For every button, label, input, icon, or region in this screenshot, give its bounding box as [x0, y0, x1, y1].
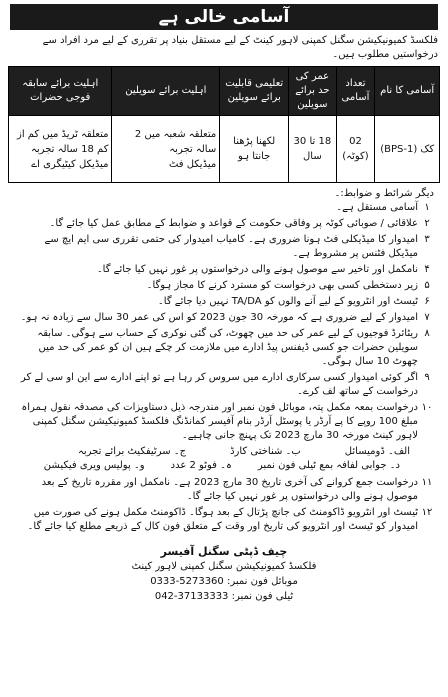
phone-line: [8, 589, 440, 604]
term-text: علاقائی / صوبائی کوٹہ پر وفاقی حکومت کے قواعد و ضوابط کے مطابق عمل کیا جائے گا۔: [49, 218, 418, 229]
unit-name: فلکسڈ کمیونیکیشن سگنل کمپنی لاہور کینٹ: [131, 561, 317, 572]
list-item: [14, 217, 436, 231]
mobile-line: [8, 574, 440, 589]
phone-label: ٹیلی فون نمبر:: [231, 591, 294, 602]
term-text: امیدوار کا میڈیکلی فٹ ہونا ضروری ہے۔ کامیاب امیدوار کی حتمی تقرری سی ایم ایچ سے میڈیکل فٹنس پر مشروط ہے۔: [44, 234, 418, 259]
header-post-name: آسامی کا نام: [375, 67, 440, 116]
list-item: [14, 476, 436, 504]
table-row: [9, 116, 440, 183]
term-number: ۸: [424, 328, 430, 339]
term-number: ۷: [424, 312, 430, 323]
civil-criteria-2: میڈیکل فٹ: [168, 158, 217, 170]
header-civil-criteria: اہلیت برائے سویلین: [112, 67, 220, 116]
list-item: [14, 233, 436, 261]
term-number: ۳: [424, 234, 430, 245]
list-item: [14, 311, 436, 325]
header-age: عمر کی حد برائے سویلین: [289, 67, 336, 116]
intro-text: فلکسڈ کمیونیکیشن سگنل کمپنی لاہور کینٹ کے لیے مستقل بنیاد پر تقرری کے لیے مرد افراد سے درخواستیں مطلوب ہیں۔: [42, 35, 438, 60]
table-header-row: [9, 67, 440, 116]
term-text: امیدوار کے لیے ضروری ہے کہ مورخہ 30 جون 2023 کو اس کی عمر 30 سال سے زیادہ نہ ہو۔: [20, 312, 418, 323]
documents-list-2: [8, 459, 440, 473]
term-number: ۱۲: [421, 507, 433, 518]
list-item: [14, 371, 436, 399]
document-envelope: د۔ جوابی لفافہ بمع ٹیلی فون نمبر: [257, 460, 400, 471]
phone-number: 042-37133333: [154, 591, 229, 602]
officer-title: چیف ڈپٹی سگنل آفیسر: [160, 545, 288, 558]
cell-exservice-criteria: [9, 116, 112, 183]
exservice-criteria-1: متعلقہ ٹریڈ میں کم از کم 18 سالہ تجربہ: [16, 128, 109, 155]
list-item: [14, 279, 436, 293]
list-item: [14, 327, 436, 369]
posts-table: [8, 66, 440, 183]
term-number: ۱۰: [421, 402, 433, 413]
document-id-card: ب۔ شناختی کارڈ: [230, 446, 301, 457]
document-photos: ہ۔ فوٹو 2 عدد: [170, 460, 232, 471]
document-police: و۔ پولیس ویری فیکیشن: [43, 460, 145, 471]
list-item: [14, 401, 436, 443]
term-number: ۶: [424, 296, 430, 307]
cell-count: 02 (کوٹہ): [336, 116, 375, 183]
term-text: نامکمل اور تاخیر سے موصول ہونے والی درخواستوں پر غور نہیں کیا جائے گا۔: [96, 264, 418, 275]
terms-list: [8, 201, 440, 443]
cell-age: 18 تا 30 سال: [289, 116, 336, 183]
list-item: [14, 263, 436, 277]
document-experience: ج۔ سرٹیفکیٹ برائے تجربہ: [78, 446, 187, 457]
civil-criteria-1: متعلقہ شعبہ میں 2 سالہ تجربہ: [134, 128, 217, 155]
term-text: درخواست جمع کروانے کی آخری تاریخ 30 مارچ 2023 ہے۔ نامکمل اور مقررہ تاریخ کے بعد موصول ہونے والی درخواستوں پر غور نہیں کیا جائے گا۔: [41, 477, 418, 502]
term-text: زیر دستخطی کسی بھی درخواست کو مسترد کرنے کا مجاز ہوگا۔: [146, 280, 418, 291]
exservice-criteria-2: میڈیکل کیٹیگری اے: [31, 158, 109, 170]
document-domicile: الف۔ ڈومیسائل: [344, 446, 410, 457]
terms-list-end: [8, 476, 440, 534]
term-text: درخواست بمعہ مکمل پتہ، موبائل فون نمبر اور مندرجہ ذیل دستاویزات کی مصدقہ نقول ہمراہ مبلغ 100 روپے کا پے آرڈر یا پوسٹل آرڈر بنام آفیسر کمانڈنگ فلکسڈ کمیونیکیشن سگنل کمپنی لاہور کینٹ مورخہ 30 مارچ 2023 تک پہنچ جانی چاہیے۔: [21, 402, 418, 441]
list-item: [14, 506, 436, 534]
term-number: ۹: [424, 372, 430, 383]
term-text: ریٹائرڈ فوجیوں کے لیے عمر کی حد میں چھوٹ، کی گئی نوکری کے حساب سے ہوگی۔ سابقہ سویلین حضرات جو کسی ڈیفنس پیڈ ادارے میں ملازمت کر چکے ہیں ان کو عمر کی حد میں چھوٹ 10 سال ہوگی۔: [37, 328, 418, 367]
term-number: ۲: [424, 218, 430, 229]
term-number: ۱۱: [421, 477, 433, 488]
signature-block: [8, 544, 440, 604]
cell-education: لکھنا پڑھنا جانتا ہو: [220, 116, 289, 183]
documents-list: [8, 445, 440, 459]
term-number: ۴: [424, 264, 430, 275]
page-title: آسامی خالی ہے: [10, 4, 438, 30]
terms-heading: دیگر شرائط و ضوابط:۔: [334, 188, 434, 199]
list-item: [14, 295, 436, 309]
term-number: ۵: [424, 280, 430, 291]
list-item: [14, 201, 436, 215]
cell-post-name: کک (BPS-1): [375, 116, 440, 183]
header-count: تعداد آسامی: [336, 67, 375, 116]
term-number: ۱: [424, 202, 430, 213]
header-education: تعلیمی قابلیت برائے سویلین: [220, 67, 289, 116]
term-text: آسامی مستقل ہے۔: [336, 202, 418, 213]
term-text: اگر کوئی امیدوار کسی سرکاری ادارے میں سروس کر رہا ہے تو اپنے ادارے سے این او سی لے کر درخواست کے ساتھ لف کرے۔: [20, 372, 418, 397]
cell-civil-criteria: [112, 116, 220, 183]
mobile-number: 0333-5273360: [150, 576, 224, 587]
mobile-label: موبائل فون نمبر:: [226, 576, 298, 587]
term-text: ٹیسٹ اور انٹرویو ڈاکومنٹ کی جانچ پڑتال کے بعد ہوگا۔ ڈاکومنٹ مکمل ہونے کی صورت میں امیدوار کو ٹیسٹ اور انٹرویو کی تاریخ اور وقت کے متعلق فون کال کے ذریعے مطلع کیا جائے گا۔: [27, 507, 418, 532]
header-exservice-criteria: اہلیت برائے سابقہ فوجی حضرات: [9, 67, 112, 116]
term-text: ٹیسٹ اور انٹرویو کے لیے آنے والوں کو TA/DA نہیں دیا جائے گا۔: [157, 296, 418, 307]
